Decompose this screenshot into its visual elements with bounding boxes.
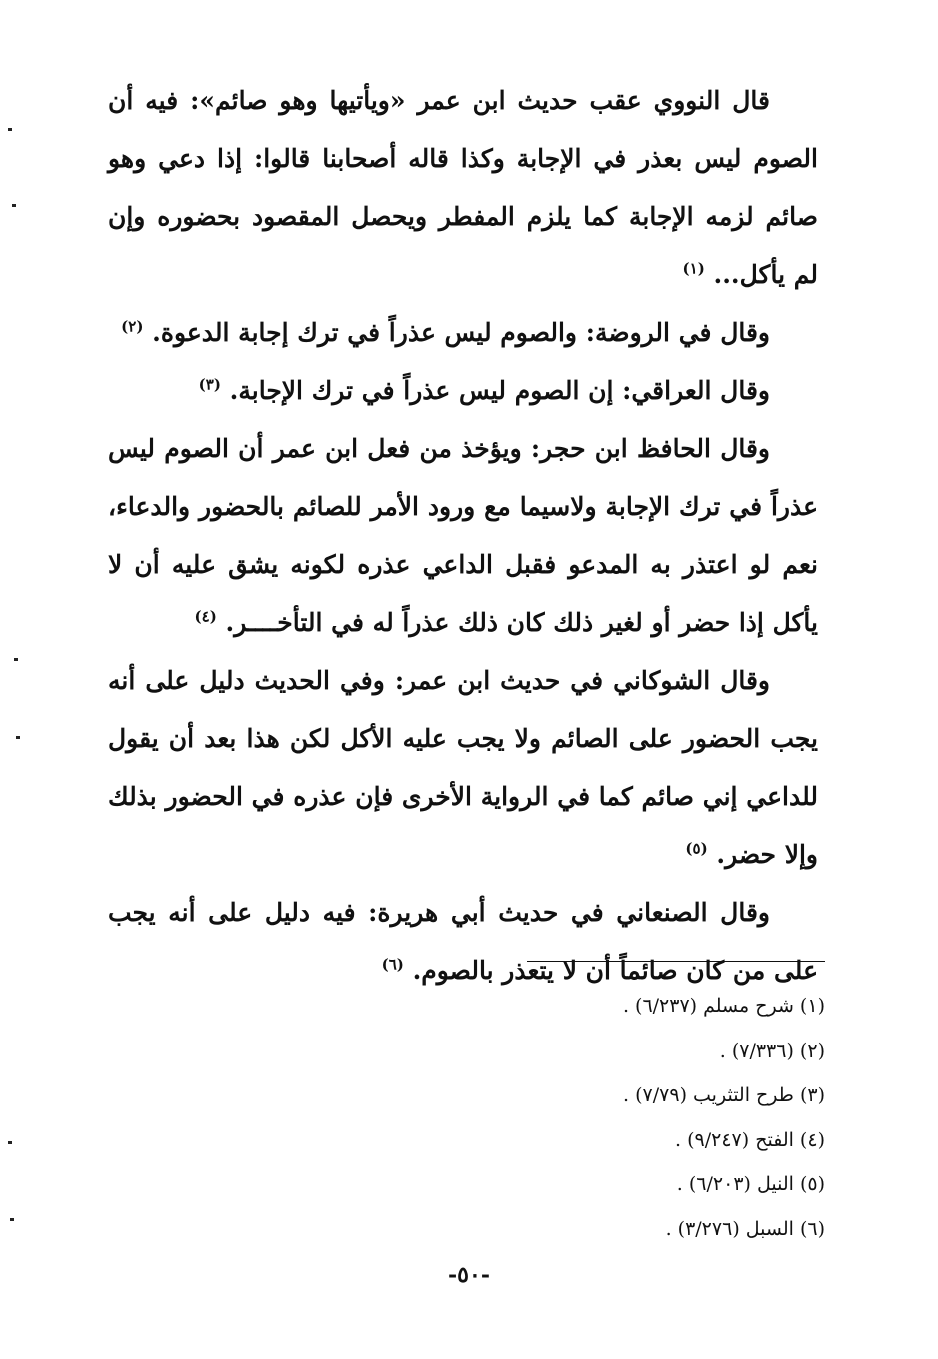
- paragraph-3: وقال العراقي: إن الصوم ليس عذراً في ترك الإجابة. $^{(٣)}$: [198, 375, 770, 405]
- scan-speck: [8, 1141, 12, 1144]
- footnotes: [420, 984, 825, 1251]
- footnote-ref-3: (٣): [198, 375, 221, 394]
- scan-speck: [14, 658, 18, 661]
- footnote-4: (٤) الفتح (٩/٢٤٧) .: [675, 1128, 825, 1151]
- paragraph-2: وقال في الروضة: والصوم ليس عذراً في ترك إجابة الدعوة. $^{(٢)}$: [121, 317, 770, 347]
- footnote-ref-4: (٤): [194, 607, 217, 626]
- footnote-2: (٢) (٧/٣٣٦) .: [719, 1039, 825, 1062]
- footnote-separator: [527, 961, 825, 962]
- scan-speck: [12, 204, 16, 207]
- scan-speck: [8, 128, 12, 131]
- scan-speck: [16, 736, 20, 739]
- scan-speck: [10, 1218, 14, 1221]
- paragraph-6: وقال الصنعاني في حديث أبي هريرة: فيه دليل على أنه يجب على من كان صائماً أن لا يتعذر بالصوم. $^{(٦)}$: [108, 898, 818, 985]
- paragraph-1: قال النووي عقب حديث ابن عمر «ويأتيها وهو صائم»: فيه أن الصوم ليس بعذر في الإجابة وكذا قاله أصحابنا قالوا: إذا دعي وهو صائم لزمه الإجابة كما يلزم المفطر ويحصل المقصود بحضوره وإن لم يأكل... $^{(١)}$: [108, 86, 818, 289]
- footnote-ref-5: (٥): [685, 839, 708, 858]
- footnote-1: (١) شرح مسلم (٦/٢٣٧) .: [622, 995, 825, 1017]
- paragraph-5: وقال الشوكاني في حديث ابن عمر: وفي الحديث دليل على أنه يجب الحضور على الصائم ولا يجب عليه الأكل لكن هذا بعد أن يقول للداعي إني صائم كما في الرواية الأخرى فإن عذره في الحضور بذلك وإلا حضر. $^{(٥)}$: [108, 666, 818, 869]
- footnote-6: (٦) السبل (٣/٢٧٦) .: [665, 1217, 825, 1240]
- footnote-ref-1: (١): [682, 259, 705, 278]
- main-text: [108, 72, 818, 1000]
- page-number: -٥٠-: [448, 1262, 490, 1288]
- paragraph-4: وقال الحافظ ابن حجر: ويؤخذ من فعل ابن عمر أن الصوم ليس عذراً في ترك الإجابة ولاسيما مع ورود الأمر للصائم بالحضور والدعاء، نعم لو اعتذر به المدعو فقبل الداعي عذره لكونه يشق عليه أن لا يأكل إذا حضر أو لغير ذلك كان ذلك عذراً له في التأخــــر. $^{(٤)}$: [108, 434, 818, 637]
- footnote-ref-2: (٢): [121, 317, 144, 336]
- footnote-5: (٥) النيل (٦/٢٠٣) .: [676, 1173, 825, 1195]
- footnote-ref-6: (٦): [381, 955, 404, 974]
- footnote-3: (٣) طرح التثريب (٧/٧٩) .: [623, 1084, 825, 1106]
